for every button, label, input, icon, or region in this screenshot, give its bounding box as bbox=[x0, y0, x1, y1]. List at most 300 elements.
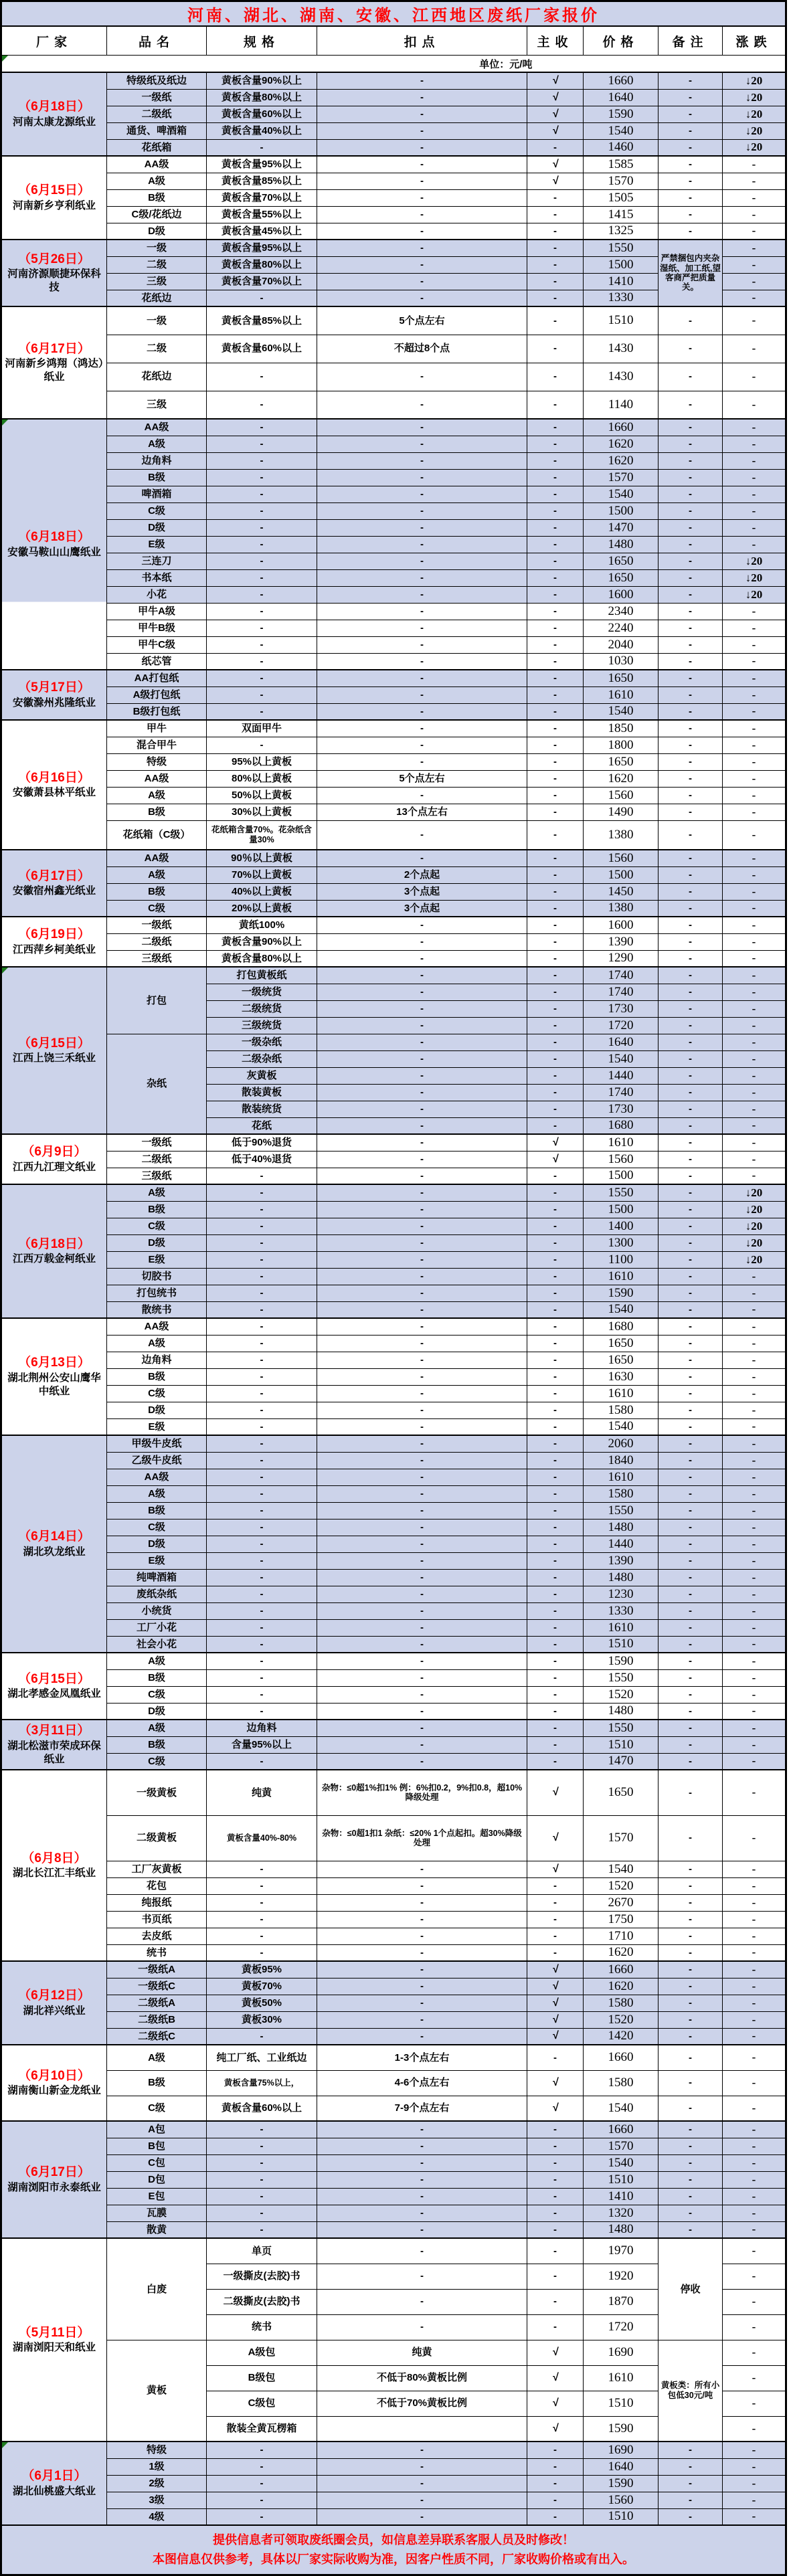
factory-cell bbox=[1, 1770, 107, 1961]
table-row bbox=[1, 850, 786, 866]
change-cell: - bbox=[723, 2289, 786, 2314]
change-cell: - bbox=[723, 1961, 786, 1978]
deduction-cell: - bbox=[317, 2238, 527, 2264]
table-row bbox=[1, 391, 786, 419]
accept-cell: - bbox=[527, 1602, 584, 1619]
spec-cell: - bbox=[207, 2028, 317, 2045]
accept-cell: - bbox=[527, 223, 584, 240]
section-date: （6月17日） bbox=[18, 2165, 90, 2180]
price-cell: 1620 bbox=[584, 436, 659, 452]
accept-cell: √ bbox=[527, 1151, 584, 1168]
col-header-spec: 规格 bbox=[207, 26, 317, 56]
table-row bbox=[1, 2045, 786, 2070]
table-row bbox=[1, 967, 786, 984]
change-cell: - bbox=[723, 1402, 786, 1418]
spec-cell: - bbox=[207, 1653, 317, 1669]
price-cell: 1560 bbox=[584, 787, 659, 804]
section-date: （6月9日） bbox=[21, 1145, 87, 1160]
factory-name: 湖南浏阳市永泰纸业 bbox=[7, 2181, 101, 2193]
accept-cell: - bbox=[527, 469, 584, 486]
table-row bbox=[1, 1168, 786, 1184]
deduction-cell: 杂物：≤0超1%扣1% 例：6%扣0.2，9%扣0.8，超10% 降级处理 bbox=[317, 1770, 527, 1815]
product-cell: 瓦膜 bbox=[107, 2205, 207, 2221]
price-cell: 1740 bbox=[584, 1084, 659, 1101]
accept-cell: √ bbox=[527, 1978, 584, 1995]
deduction-cell: - bbox=[317, 737, 527, 753]
price-cell: 1620 bbox=[584, 452, 659, 469]
factory-cell bbox=[1, 2238, 107, 2442]
accept-cell: - bbox=[527, 1720, 584, 1736]
note-cell: - bbox=[659, 1034, 723, 1050]
spec-cell: - bbox=[207, 1861, 317, 1877]
spec-cell: - bbox=[207, 2121, 317, 2138]
note-cell: - bbox=[659, 1352, 723, 1368]
deduction-cell: - bbox=[317, 670, 527, 686]
change-cell: - bbox=[723, 335, 786, 363]
price-cell: 1480 bbox=[584, 1519, 659, 1536]
change-cell: - bbox=[723, 2121, 786, 2138]
note-cell: - bbox=[659, 2138, 723, 2154]
deduction-cell: - bbox=[317, 933, 527, 950]
table-row bbox=[1, 122, 786, 139]
factory-cell bbox=[1, 419, 107, 670]
accept-cell: - bbox=[527, 536, 584, 553]
note-cell: - bbox=[659, 1536, 723, 1552]
product-cell: 2级 bbox=[107, 2475, 207, 2492]
deduction-cell: - bbox=[317, 1168, 527, 1184]
change-cell: - bbox=[723, 620, 786, 636]
accept-cell: √ bbox=[527, 106, 584, 122]
deduction-cell: - bbox=[317, 419, 527, 436]
product-cell: 混合甲牛 bbox=[107, 737, 207, 753]
change-cell: - bbox=[723, 1877, 786, 1894]
note-cell: - bbox=[659, 850, 723, 866]
note-cell: - bbox=[659, 2492, 723, 2508]
product-cell: 3级 bbox=[107, 2492, 207, 2508]
note-cell: 黄板类：所有小包低30元/吨 bbox=[659, 2340, 723, 2442]
accept-cell: - bbox=[527, 1050, 584, 1067]
footer-line1: 提供信息者可领取废纸圈会员，如信息差异联系客服人员及时修改！ bbox=[213, 2533, 574, 2547]
change-cell: - bbox=[723, 1619, 786, 1636]
change-cell: - bbox=[723, 273, 786, 290]
product-cell: 三级纸 bbox=[107, 1168, 207, 1184]
price-cell: 1610 bbox=[584, 2365, 659, 2391]
product-cell: 花纸箱（C级） bbox=[107, 820, 207, 850]
accept-cell: - bbox=[527, 2475, 584, 2492]
deduction-cell: - bbox=[317, 1201, 527, 1218]
deduction-cell: - bbox=[317, 850, 527, 866]
price-cell: 1510 bbox=[584, 2508, 659, 2525]
table-row bbox=[1, 1352, 786, 1368]
deduction-cell: - bbox=[317, 2508, 527, 2525]
section-date: （6月14日） bbox=[18, 1530, 90, 1544]
deduction-cell: - bbox=[317, 519, 527, 536]
product-cell: C级 bbox=[107, 1519, 207, 1536]
price-cell: 2040 bbox=[584, 636, 659, 653]
price-cell: 1580 bbox=[584, 1995, 659, 2011]
accept-cell: - bbox=[527, 1619, 584, 1636]
accept-cell: - bbox=[527, 1168, 584, 1184]
accept-cell: √ bbox=[527, 2365, 584, 2391]
product-cell: 啤酒箱 bbox=[107, 486, 207, 502]
section-date: （6月19日） bbox=[18, 927, 90, 942]
factory-cell bbox=[1, 306, 107, 419]
deduction-cell: - bbox=[317, 1978, 527, 1995]
table-row bbox=[1, 206, 786, 223]
deduction-cell: - bbox=[317, 1894, 527, 1911]
deduction-cell: - bbox=[317, 1301, 527, 1318]
spec-cell: 统书 bbox=[207, 2314, 317, 2340]
col-header-product: 品名 bbox=[107, 26, 207, 56]
deduction-cell: - bbox=[317, 2264, 527, 2289]
change-cell: - bbox=[723, 1736, 786, 1753]
table-row bbox=[1, 1736, 786, 1753]
spec-cell: 20%以上黄板 bbox=[207, 900, 317, 917]
product-cell: AA级 bbox=[107, 850, 207, 866]
note-cell: - bbox=[659, 1017, 723, 1034]
accept-cell: - bbox=[527, 1452, 584, 1469]
product-cell: AA级 bbox=[107, 156, 207, 173]
product-cell: 散统书 bbox=[107, 1301, 207, 1318]
change-cell: - bbox=[723, 1686, 786, 1703]
change-cell: - bbox=[723, 1703, 786, 1720]
note-cell: - bbox=[659, 950, 723, 967]
product-cell: 一级纸 bbox=[107, 917, 207, 933]
change-cell: - bbox=[723, 1134, 786, 1151]
accept-cell: - bbox=[527, 1067, 584, 1084]
note-cell: - bbox=[659, 1117, 723, 1134]
note-cell: - bbox=[659, 1770, 723, 1815]
product-cell: D包 bbox=[107, 2171, 207, 2188]
accept-cell: - bbox=[527, 1301, 584, 1318]
deduction-cell: - bbox=[317, 2458, 527, 2475]
change-cell: - bbox=[723, 866, 786, 883]
product-cell: B包 bbox=[107, 2138, 207, 2154]
spec-cell: 二级统货 bbox=[207, 1000, 317, 1017]
price-cell: 1580 bbox=[584, 1402, 659, 1418]
accept-cell: - bbox=[527, 1653, 584, 1669]
spec-cell: 纯工厂纸、工业纸边 bbox=[207, 2045, 317, 2070]
product-cell: A级 bbox=[107, 1335, 207, 1352]
spec-cell: 黄板含量85%以上 bbox=[207, 306, 317, 335]
spec-cell: - bbox=[207, 502, 317, 519]
col-header-price: 价格 bbox=[584, 26, 659, 56]
table-row bbox=[1, 502, 786, 519]
accept-cell: - bbox=[527, 256, 584, 273]
deduction-cell: - bbox=[317, 1944, 527, 1961]
accept-cell: √ bbox=[527, 2096, 584, 2121]
deduction-cell: - bbox=[317, 1586, 527, 1602]
deduction-cell: - bbox=[317, 1151, 527, 1168]
change-cell: - bbox=[723, 753, 786, 770]
factory-name: 湖南浏阳天和纸业 bbox=[12, 2342, 96, 2354]
deduction-cell: - bbox=[317, 2154, 527, 2171]
col-header-accept: 主收 bbox=[527, 26, 584, 56]
factory-cell bbox=[1, 1653, 107, 1720]
note-cell: - bbox=[659, 737, 723, 753]
price-cell: 1410 bbox=[584, 273, 659, 290]
deduction-cell: - bbox=[317, 1452, 527, 1469]
accept-cell: - bbox=[527, 850, 584, 866]
accept-cell: - bbox=[527, 335, 584, 363]
note-cell: - bbox=[659, 2221, 723, 2238]
note-cell: - bbox=[659, 1502, 723, 1519]
deduction-cell: - bbox=[317, 2138, 527, 2154]
change-cell: - bbox=[723, 787, 786, 804]
deduction-cell: - bbox=[317, 1619, 527, 1636]
accept-cell: - bbox=[527, 1335, 584, 1352]
price-cell: 1800 bbox=[584, 737, 659, 753]
accept-cell: - bbox=[527, 2314, 584, 2340]
product-cell: 特级纸及纸边 bbox=[107, 72, 207, 89]
accept-cell: - bbox=[527, 419, 584, 436]
factory-name: 湖南衡山新金龙纸业 bbox=[7, 2085, 101, 2097]
product-cell: 工厂小花 bbox=[107, 1619, 207, 1636]
product-cell: 纯啤酒箱 bbox=[107, 1569, 207, 1586]
column-header-row bbox=[1, 26, 786, 56]
spec-cell: - bbox=[207, 419, 317, 436]
product-cell: 特级 bbox=[107, 2442, 207, 2458]
price-cell: 1390 bbox=[584, 1552, 659, 1569]
deduction-cell: - bbox=[317, 436, 527, 452]
factory-cell bbox=[1, 967, 107, 1134]
note-cell: - bbox=[659, 1928, 723, 1944]
deduction-cell: 7-9个点左右 bbox=[317, 2096, 527, 2121]
section-date: （5月11日） bbox=[18, 2325, 90, 2340]
accept-cell: - bbox=[527, 2121, 584, 2138]
price-cell: 1740 bbox=[584, 967, 659, 984]
deduction-cell: - bbox=[317, 363, 527, 391]
deduction-cell: - bbox=[317, 1318, 527, 1335]
change-cell: - bbox=[723, 1101, 786, 1117]
accept-cell: - bbox=[527, 1586, 584, 1602]
product-cell: 二级 bbox=[107, 256, 207, 273]
change-cell: - bbox=[723, 1469, 786, 1485]
deduction-cell: - bbox=[317, 1653, 527, 1669]
deduction-cell: - bbox=[317, 2492, 527, 2508]
price-cell: 1500 bbox=[584, 502, 659, 519]
change-cell: - bbox=[723, 2340, 786, 2365]
product-cell: 乙级牛皮纸 bbox=[107, 1452, 207, 1469]
accept-cell: - bbox=[527, 2045, 584, 2070]
accept-cell: - bbox=[527, 900, 584, 917]
table-row bbox=[1, 519, 786, 536]
deduction-cell: - bbox=[317, 1435, 527, 1452]
note-cell: - bbox=[659, 469, 723, 486]
change-cell: - bbox=[723, 603, 786, 620]
deduction-cell: - bbox=[317, 391, 527, 419]
change-cell: - bbox=[723, 1978, 786, 1995]
deduction-cell: - bbox=[317, 636, 527, 653]
price-cell: 1430 bbox=[584, 335, 659, 363]
price-cell: 1470 bbox=[584, 1753, 659, 1770]
change-cell: - bbox=[723, 2171, 786, 2188]
deduction-cell: 不超过8个点 bbox=[317, 335, 527, 363]
price-cell: 1400 bbox=[584, 1218, 659, 1234]
note-cell: - bbox=[659, 1168, 723, 1184]
deduction-cell: - bbox=[317, 1536, 527, 1552]
change-cell: ↓20 bbox=[723, 122, 786, 139]
spec-cell: - bbox=[207, 2475, 317, 2492]
price-cell: 1585 bbox=[584, 156, 659, 173]
price-cell: 1650 bbox=[584, 753, 659, 770]
spec-cell: - bbox=[207, 1168, 317, 1184]
price-cell: 1380 bbox=[584, 820, 659, 850]
product-cell: 一级纸 bbox=[107, 1134, 207, 1151]
price-cell: 1600 bbox=[584, 917, 659, 933]
price-cell: 1480 bbox=[584, 1569, 659, 1586]
accept-cell: - bbox=[527, 670, 584, 686]
accept-cell: - bbox=[527, 363, 584, 391]
change-cell: ↓20 bbox=[723, 553, 786, 569]
note-cell: - bbox=[659, 2442, 723, 2458]
product-cell: A级 bbox=[107, 1653, 207, 1669]
spec-cell: C级包 bbox=[207, 2391, 317, 2416]
accept-cell: - bbox=[527, 553, 584, 569]
section-date: （6月1日） bbox=[21, 2469, 87, 2484]
spec-cell: 灰黄板 bbox=[207, 1067, 317, 1084]
deduction-cell: 13个点左右 bbox=[317, 804, 527, 820]
table-row bbox=[1, 1402, 786, 1418]
product-cell: B级 bbox=[107, 1201, 207, 1218]
spec-cell: - bbox=[207, 2221, 317, 2238]
spec-cell: 黄板含量60%以上 bbox=[207, 335, 317, 363]
excel-flag-icon bbox=[2, 2442, 8, 2448]
spec-cell: B级包 bbox=[207, 2365, 317, 2391]
deduction-cell: - bbox=[317, 1703, 527, 1720]
factory-cell bbox=[1, 1134, 107, 1184]
deduction-cell: - bbox=[317, 1134, 527, 1151]
factory-name: 湖北仙桃盛大纸业 bbox=[12, 2485, 96, 2497]
table-row bbox=[1, 1911, 786, 1928]
note-cell: - bbox=[659, 2028, 723, 2045]
price-cell: 1550 bbox=[584, 1669, 659, 1686]
accept-cell: - bbox=[527, 1251, 584, 1268]
change-cell: - bbox=[723, 1418, 786, 1435]
spec-cell: - bbox=[207, 569, 317, 586]
accept-cell: √ bbox=[527, 1134, 584, 1151]
spec-cell: 黄板含量70%以上 bbox=[207, 189, 317, 206]
spec-cell: 黄板含量40%以上 bbox=[207, 122, 317, 139]
deduction-cell: - bbox=[317, 603, 527, 620]
change-cell: - bbox=[723, 1385, 786, 1402]
product-cell: B级 bbox=[107, 1736, 207, 1753]
deduction-cell: - bbox=[317, 1084, 527, 1101]
spec-cell: - bbox=[207, 290, 317, 306]
deduction-cell: - bbox=[317, 2028, 527, 2045]
spec-cell: - bbox=[207, 2205, 317, 2221]
accept-cell: - bbox=[527, 770, 584, 787]
change-cell: - bbox=[723, 933, 786, 950]
spec-cell: 花纸 bbox=[207, 1117, 317, 1134]
section-date: （6月15日） bbox=[18, 183, 90, 198]
accept-cell: - bbox=[527, 586, 584, 603]
price-cell: 1510 bbox=[584, 1736, 659, 1753]
price-cell: 1650 bbox=[584, 1770, 659, 1815]
product-cell: 甲牛A级 bbox=[107, 603, 207, 620]
deduction-cell: 5个点左右 bbox=[317, 306, 527, 335]
accept-cell: - bbox=[527, 519, 584, 536]
note-cell: - bbox=[659, 1134, 723, 1151]
product-cell: A级 bbox=[107, 787, 207, 804]
note-cell: 停收 bbox=[659, 2238, 723, 2340]
price-cell: 1510 bbox=[584, 306, 659, 335]
spec-cell: 单页 bbox=[207, 2238, 317, 2264]
accept-cell: - bbox=[527, 206, 584, 223]
change-cell: - bbox=[723, 223, 786, 240]
price-cell: 1970 bbox=[584, 2238, 659, 2264]
price-cell: 1590 bbox=[584, 1285, 659, 1301]
accept-cell: - bbox=[527, 273, 584, 290]
accept-cell: - bbox=[527, 1636, 584, 1653]
price-cell: 1550 bbox=[584, 1720, 659, 1736]
note-cell: - bbox=[659, 1669, 723, 1686]
table-row bbox=[1, 1619, 786, 1636]
note-cell: - bbox=[659, 189, 723, 206]
deduction-cell: 不低于70%黄板比例 bbox=[317, 2391, 527, 2416]
table-row bbox=[1, 173, 786, 189]
note-cell: - bbox=[659, 106, 723, 122]
note-cell: - bbox=[659, 502, 723, 519]
accept-cell: - bbox=[527, 1569, 584, 1586]
table-row bbox=[1, 2442, 786, 2458]
product-cell: E级 bbox=[107, 536, 207, 553]
note-cell: - bbox=[659, 452, 723, 469]
spec-cell: - bbox=[207, 653, 317, 670]
deduction-cell: - bbox=[317, 173, 527, 189]
change-cell: - bbox=[723, 2154, 786, 2171]
product-cell: C级/花纸边 bbox=[107, 206, 207, 223]
table-row bbox=[1, 1485, 786, 1502]
note-cell: - bbox=[659, 1894, 723, 1911]
note-cell: - bbox=[659, 89, 723, 106]
product-cell: B级 bbox=[107, 883, 207, 900]
spec-cell: - bbox=[207, 391, 317, 419]
deduction-cell: - bbox=[317, 223, 527, 240]
table-row bbox=[1, 2458, 786, 2475]
accept-cell: - bbox=[527, 2289, 584, 2314]
price-cell: 1620 bbox=[584, 1978, 659, 1995]
spec-cell: - bbox=[207, 1586, 317, 1602]
price-cell: 1510 bbox=[584, 1636, 659, 1653]
product-cell: E级 bbox=[107, 1418, 207, 1435]
spec-cell: - bbox=[207, 1469, 317, 1485]
table-row bbox=[1, 1335, 786, 1352]
note-cell: - bbox=[659, 2154, 723, 2171]
table-row bbox=[1, 1268, 786, 1285]
note-cell: - bbox=[659, 933, 723, 950]
price-cell: 1480 bbox=[584, 2221, 659, 2238]
spec-cell: 黄板50% bbox=[207, 1995, 317, 2011]
price-cell: 1230 bbox=[584, 1586, 659, 1602]
product-cell: 一级纸A bbox=[107, 1961, 207, 1978]
spec-cell: - bbox=[207, 1184, 317, 1201]
table-row bbox=[1, 620, 786, 636]
note-cell: - bbox=[659, 2475, 723, 2492]
change-cell: - bbox=[723, 1861, 786, 1877]
table-row bbox=[1, 1368, 786, 1385]
spec-cell: 三级统货 bbox=[207, 1017, 317, 1034]
section-date: （6月17日） bbox=[18, 868, 90, 883]
change-cell: ↓20 bbox=[723, 1184, 786, 1201]
product-cell: 甲牛 bbox=[107, 720, 207, 737]
table-row bbox=[1, 1034, 786, 1050]
factory-cell bbox=[1, 156, 107, 240]
table-row bbox=[1, 1569, 786, 1586]
change-cell: - bbox=[723, 1519, 786, 1536]
deduction-cell: - bbox=[317, 1285, 527, 1301]
change-cell: - bbox=[723, 519, 786, 536]
